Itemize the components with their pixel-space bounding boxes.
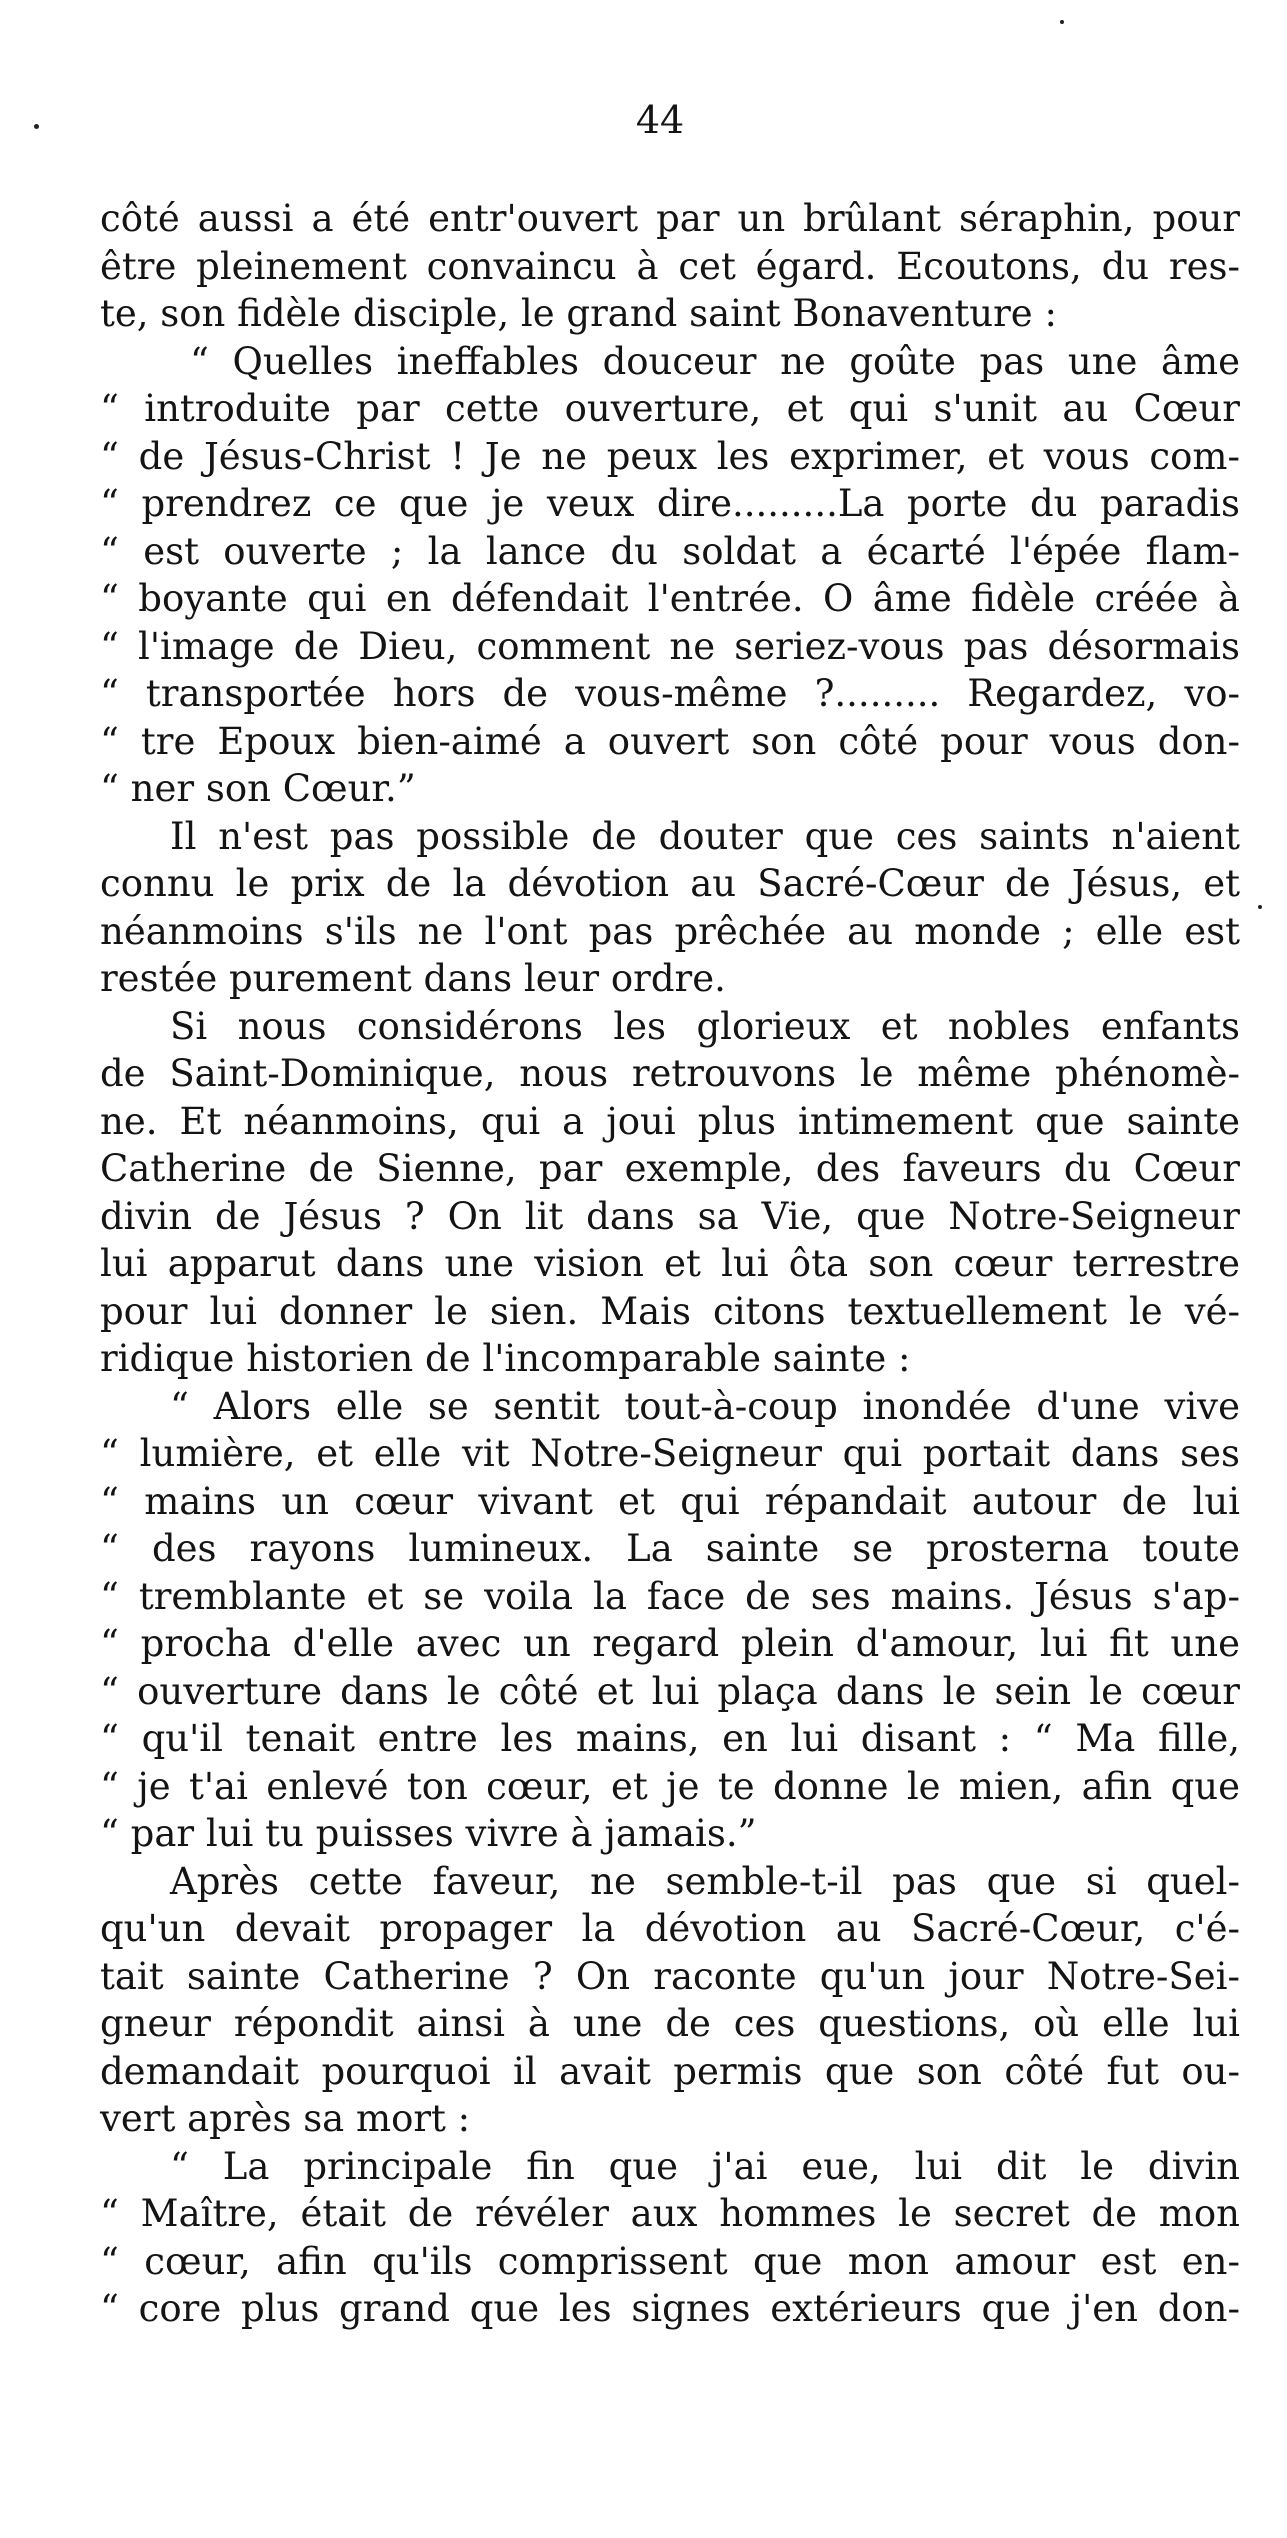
page-number: 44 — [635, 98, 685, 142]
text-line: “ introduite par cette ouverture, et qui s'unit au Cœur — [100, 387, 1240, 430]
text-line: “ qu'il tenait entre les mains, en lui disant : “ Ma fille, — [100, 1717, 1240, 1760]
text-line: gneur répondit ainsi à une de ces questions, où elle lui — [100, 2002, 1240, 2045]
text-line: qu'un devait propager la dévotion au Sacré-Cœur, c'é- — [100, 1907, 1240, 1950]
print-speck — [34, 124, 39, 129]
body-text — [100, 195, 1240, 2333]
print-speck — [1060, 20, 1064, 24]
text-line: pour lui donner le sien. Mais citons textuellement le vé- — [100, 1289, 1240, 1333]
text-line: Il n'est pas possible de douter que ces saints n'aient — [170, 814, 1240, 858]
text-line: ne. Et néanmoins, qui a joui plus intimement que sainte — [100, 1099, 1240, 1143]
text-line: “ je t'ai enlevé ton cœur, et je te donne le mien, afin que — [100, 1764, 1240, 1808]
text-line: “ transportée hors de vous-même ?......... Regardez, vo- — [100, 672, 1240, 715]
text-line: “ mains un cœur vivant et qui répandait autour de lui — [100, 1479, 1240, 1523]
text-line: Après cette faveur, ne semble-t-il pas que si quel- — [170, 1859, 1240, 1903]
text-line: “ est ouverte ; la lance du soldat a écarté l'épée flam- — [100, 529, 1240, 573]
text-line: “ La principale fin que j'ai eue, lui dit le divin — [170, 2144, 1240, 2188]
text-line: néanmoins s'ils ne l'ont pas prêchée au monde ; elle est — [100, 909, 1240, 953]
text-line: de Saint-Dominique, nous retrouvons le même phénomè- — [100, 1052, 1240, 1095]
text-line: “ core plus grand que les signes extérieurs que j'en don- — [100, 2287, 1240, 2330]
text-line: être pleinement convaincu à cet égard. Ecoutons, du res- — [100, 244, 1240, 288]
text-line: “ l'image de Dieu, comment ne seriez-vous pas désormais — [100, 624, 1240, 668]
text-line: Catherine de Sienne, par exemple, des faveurs du Cœur — [100, 1147, 1240, 1190]
text-line: te, son fidèle disciple, le grand saint Bonaventure : — [100, 292, 1057, 335]
text-line: “ des rayons lumineux. La sainte se prosterna toute — [100, 1527, 1240, 1570]
print-speck — [1258, 905, 1262, 909]
text-line: tait sainte Catherine ? On raconte qu'un jour Notre-Sei- — [100, 1954, 1240, 1998]
text-line: lui apparut dans une vision et lui ôta son cœur terrestre — [100, 1242, 1240, 1285]
text-line: “ cœur, afin qu'ils comprissent que mon amour est en- — [100, 2239, 1240, 2283]
text-line: “ prendrez ce que je veux dire.........La porte du paradis — [100, 482, 1240, 525]
text-line: divin de Jésus ? On lit dans sa Vie, que Notre-Seigneur — [100, 1194, 1240, 1238]
text-line: “ par lui tu puisses vivre à jamais.” — [100, 1812, 757, 1855]
text-line: “ Maître, était de révéler aux hommes le secret de mon — [100, 2192, 1240, 2235]
text-line: “ ner son Cœur.” — [100, 767, 416, 810]
text-line: “ ouverture dans le côté et lui plaça dans le sein le cœur — [100, 1669, 1240, 1713]
text-line: “ lumière, et elle vit Notre-Seigneur qui portait dans ses — [100, 1432, 1240, 1475]
text-line: “ boyante qui en défendait l'entrée. O âme fidèle créée à — [100, 577, 1240, 620]
text-line: “ Alors elle se sentit tout-à-coup inondée d'une vive — [170, 1384, 1240, 1428]
text-line: “ procha d'elle avec un regard plein d'amour, lui fit une — [100, 1622, 1240, 1665]
text-line: connu le prix de la dévotion au Sacré-Cœur de Jésus, et — [100, 862, 1240, 905]
text-line: restée purement dans leur ordre. — [100, 957, 726, 1000]
text-line: “ de Jésus-Christ ! Je ne peux les exprimer, et vous com- — [100, 434, 1240, 478]
text-line: côté aussi a été entr'ouvert par un brûlant séraphin, pour — [100, 197, 1240, 240]
text-line: ridique historien de l'incomparable sainte : — [100, 1337, 911, 1380]
text-line: “ tremblante et se voila la face de ses mains. Jésus s'ap- — [100, 1574, 1240, 1618]
text-line: demandait pourquoi il avait permis que son côté fut ou- — [100, 2049, 1240, 2093]
text-line: “ tre Epoux bien-aimé a ouvert son côté pour vous don- — [100, 719, 1240, 763]
text-line: Si nous considérons les glorieux et nobles enfants — [170, 1004, 1240, 1048]
text-line: vert après sa mort : — [100, 2097, 471, 2140]
text-line: “ Quelles ineffables douceur ne goûte pas une âme — [190, 339, 1240, 383]
